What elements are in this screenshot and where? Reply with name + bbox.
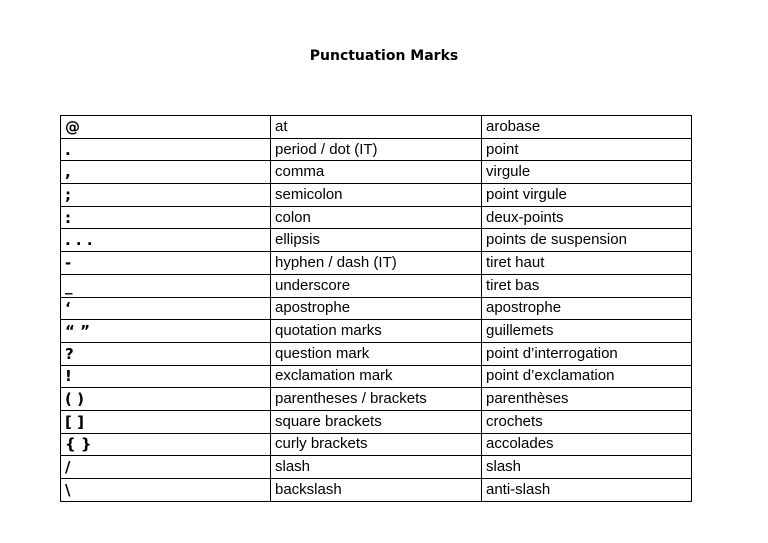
symbol-cell: , xyxy=(61,161,271,184)
symbol-cell: [ ] xyxy=(61,410,271,433)
symbol-cell: : xyxy=(61,206,271,229)
french-name-cell: deux-points xyxy=(482,206,692,229)
french-name-cell: accolades xyxy=(482,433,692,456)
symbol-cell: - xyxy=(61,252,271,275)
english-name-cell: backslash xyxy=(271,479,482,502)
english-name-cell: quotation marks xyxy=(271,320,482,343)
french-name-cell: point d’exclamation xyxy=(482,365,692,388)
table-row xyxy=(61,433,692,456)
table-row xyxy=(61,388,692,411)
french-name-cell: point d’interrogation xyxy=(482,342,692,365)
french-name-cell: point virgule xyxy=(482,184,692,207)
english-name-cell: at xyxy=(271,116,482,139)
table-row xyxy=(61,116,692,139)
symbol-cell: ! xyxy=(61,365,271,388)
french-name-cell: apostrophe xyxy=(482,297,692,320)
english-name-cell: slash xyxy=(271,456,482,479)
french-name-cell: crochets xyxy=(482,410,692,433)
english-name-cell: exclamation mark xyxy=(271,365,482,388)
table-row xyxy=(61,184,692,207)
english-name-cell: period / dot (IT) xyxy=(271,138,482,161)
english-name-cell: hyphen / dash (IT) xyxy=(271,252,482,275)
english-name-cell: parentheses / brackets xyxy=(271,388,482,411)
symbol-cell: “ ” xyxy=(61,320,271,343)
english-name-cell: curly brackets xyxy=(271,433,482,456)
symbol-cell: @ xyxy=(61,116,271,139)
english-name-cell: colon xyxy=(271,206,482,229)
english-name-cell: underscore xyxy=(271,274,482,297)
french-name-cell: virgule xyxy=(482,161,692,184)
french-name-cell: guillemets xyxy=(482,320,692,343)
symbol-cell: { } xyxy=(61,433,271,456)
symbol-cell: ( ) xyxy=(61,388,271,411)
table-row xyxy=(61,320,692,343)
english-name-cell: semicolon xyxy=(271,184,482,207)
table-row xyxy=(61,138,692,161)
french-name-cell: point xyxy=(482,138,692,161)
table-row xyxy=(61,274,692,297)
french-name-cell: tiret bas xyxy=(482,274,692,297)
symbol-cell: \ xyxy=(61,479,271,502)
table-row xyxy=(61,297,692,320)
page-title: Punctuation Marks xyxy=(309,48,459,64)
symbol-cell: ? xyxy=(61,342,271,365)
english-name-cell: ellipsis xyxy=(271,229,482,252)
table-row xyxy=(61,365,692,388)
french-name-cell: tiret haut xyxy=(482,252,692,275)
french-name-cell: parenthèses xyxy=(482,388,692,411)
table-row xyxy=(61,229,692,252)
english-name-cell: square brackets xyxy=(271,410,482,433)
symbol-cell: _ xyxy=(61,274,271,297)
table-row xyxy=(61,206,692,229)
table-row xyxy=(61,479,692,502)
table-row xyxy=(61,456,692,479)
english-name-cell: question mark xyxy=(271,342,482,365)
english-name-cell: comma xyxy=(271,161,482,184)
symbol-cell: . xyxy=(61,138,271,161)
english-name-cell: apostrophe xyxy=(271,297,482,320)
french-name-cell: anti-slash xyxy=(482,479,692,502)
table-row xyxy=(61,161,692,184)
table-row xyxy=(61,252,692,275)
table-row xyxy=(61,410,692,433)
table-row xyxy=(61,342,692,365)
french-name-cell: points de suspension xyxy=(482,229,692,252)
symbol-cell: ‘ xyxy=(61,297,271,320)
symbol-cell: / xyxy=(61,456,271,479)
symbol-cell: . . . xyxy=(61,229,271,252)
punctuation-table-body xyxy=(61,116,692,502)
punctuation-table xyxy=(60,115,692,502)
french-name-cell: slash xyxy=(482,456,692,479)
symbol-cell: ; xyxy=(61,184,271,207)
french-name-cell: arobase xyxy=(482,116,692,139)
